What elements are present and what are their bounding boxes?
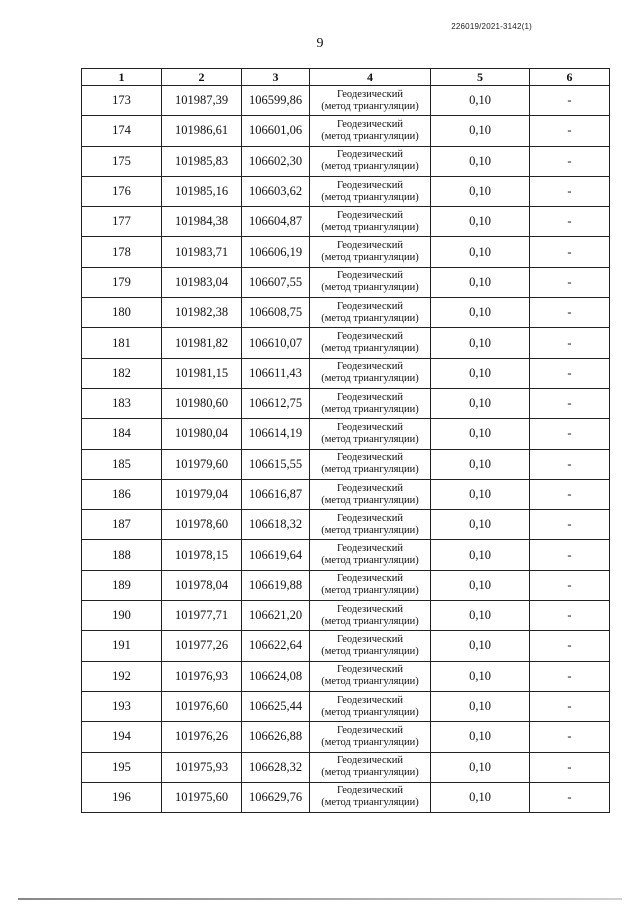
column-header-4: 4 [310,69,431,86]
x-coordinate-cell: 101979,60 [162,449,242,479]
method-line-2: (метод триангуляции) [321,676,419,688]
point-number-cell: 175 [82,146,162,176]
method-cell [310,479,431,509]
accuracy-cell: 0,10 [431,146,530,176]
note-cell: - [530,510,610,540]
note-cell: - [530,449,610,479]
point-number-cell: 188 [82,540,162,570]
method-line-1: Геодезический [337,452,403,464]
accuracy-cell: 0,10 [431,388,530,418]
y-coordinate-cell: 106611,43 [242,358,310,388]
method-line-1: Геодезический [337,118,403,130]
method-cell [310,146,431,176]
point-number-cell: 181 [82,328,162,358]
x-coordinate-cell: 101977,26 [162,631,242,661]
x-coordinate-cell: 101982,38 [162,298,242,328]
y-coordinate-cell: 106601,06 [242,116,310,146]
y-coordinate-cell: 106607,55 [242,267,310,297]
method-cell [310,510,431,540]
method-line-1: Геодезический [337,88,403,100]
x-coordinate-cell: 101978,15 [162,540,242,570]
method-cell [310,116,431,146]
column-header-5: 5 [431,69,530,86]
method-line-1: Геодезический [337,209,403,221]
point-number-cell: 177 [82,207,162,237]
method-line-1: Геодезический [337,512,403,524]
accuracy-cell: 0,10 [431,510,530,540]
table-row [82,86,610,116]
accuracy-cell: 0,10 [431,176,530,206]
note-cell: - [530,207,610,237]
y-coordinate-cell: 106619,64 [242,540,310,570]
note-cell: - [530,328,610,358]
y-coordinate-cell: 106603,62 [242,176,310,206]
method-cell [310,601,431,631]
note-cell: - [530,86,610,116]
method-cell [310,86,431,116]
y-coordinate-cell: 106606,19 [242,237,310,267]
y-coordinate-cell: 106608,75 [242,298,310,328]
method-line-2: (метод триангуляции) [321,645,419,657]
method-line-2: (метод триангуляции) [321,615,419,627]
accuracy-cell: 0,10 [431,267,530,297]
method-line-2: (метод триангуляции) [321,191,419,203]
note-cell: - [530,116,610,146]
table-row [82,540,610,570]
note-cell: - [530,237,610,267]
point-number-cell: 185 [82,449,162,479]
x-coordinate-cell: 101984,38 [162,207,242,237]
method-cell [310,207,431,237]
note-cell: - [530,752,610,782]
method-line-2: (метод триангуляции) [321,100,419,112]
table-row [82,207,610,237]
x-coordinate-cell: 101980,60 [162,388,242,418]
note-cell: - [530,540,610,570]
column-header-6: 6 [530,69,610,86]
table-row [82,631,610,661]
y-coordinate-cell: 106616,87 [242,479,310,509]
method-line-2: (метод триангуляции) [321,524,419,536]
method-cell [310,661,431,691]
method-line-2: (метод триангуляции) [321,706,419,718]
table-row [82,388,610,418]
table-row [82,116,610,146]
accuracy-cell: 0,10 [431,631,530,661]
method-cell [310,419,431,449]
point-number-cell: 183 [82,388,162,418]
table-row [82,752,610,782]
accuracy-cell: 0,10 [431,601,530,631]
accuracy-cell: 0,10 [431,661,530,691]
point-number-cell: 176 [82,176,162,206]
table-row [82,722,610,752]
point-number-cell: 189 [82,570,162,600]
method-line-2: (метод триангуляции) [321,130,419,142]
method-cell [310,237,431,267]
method-line-1: Геодезический [337,391,403,403]
scan-edge-line [18,898,622,900]
page-number: 9 [316,36,324,51]
point-number-cell: 191 [82,631,162,661]
y-coordinate-cell: 106602,30 [242,146,310,176]
table-row [82,419,610,449]
accuracy-cell: 0,10 [431,207,530,237]
accuracy-cell: 0,10 [431,722,530,752]
point-number-cell: 174 [82,116,162,146]
accuracy-cell: 0,10 [431,237,530,267]
note-cell: - [530,388,610,418]
x-coordinate-cell: 101985,16 [162,176,242,206]
x-coordinate-cell: 101978,60 [162,510,242,540]
column-header-2: 2 [162,69,242,86]
method-line-2: (метод триангуляции) [321,343,419,355]
note-cell: - [530,782,610,812]
method-line-2: (метод триангуляции) [321,767,419,779]
method-cell [310,298,431,328]
accuracy-cell: 0,10 [431,479,530,509]
note-cell: - [530,298,610,328]
method-line-1: Геодезический [337,149,403,161]
method-cell [310,631,431,661]
accuracy-cell: 0,10 [431,328,530,358]
accuracy-cell: 0,10 [431,782,530,812]
method-line-1: Геодезический [337,573,403,585]
method-line-2: (метод триангуляции) [321,433,419,445]
method-cell [310,782,431,812]
method-line-2: (метод триангуляции) [321,494,419,506]
coordinates-table [81,68,610,813]
method-cell [310,176,431,206]
method-line-1: Геодезический [337,300,403,312]
note-cell: - [530,631,610,661]
x-coordinate-cell: 101981,82 [162,328,242,358]
method-line-2: (метод триангуляции) [321,555,419,567]
note-cell: - [530,661,610,691]
x-coordinate-cell: 101975,60 [162,782,242,812]
method-line-2: (метод триангуляции) [321,161,419,173]
y-coordinate-cell: 106612,75 [242,388,310,418]
point-number-cell: 195 [82,752,162,782]
method-line-1: Геодезический [337,664,403,676]
method-line-2: (метод триангуляции) [321,373,419,385]
method-cell [310,358,431,388]
method-line-2: (метод триангуляции) [321,797,419,809]
table-row [82,510,610,540]
method-line-1: Геодезический [337,482,403,494]
table-row [82,358,610,388]
accuracy-cell: 0,10 [431,86,530,116]
table-row [82,298,610,328]
table-header [82,69,610,86]
method-line-2: (метод триангуляции) [321,403,419,415]
accuracy-cell: 0,10 [431,570,530,600]
method-line-1: Геодезический [337,755,403,767]
x-coordinate-cell: 101986,61 [162,116,242,146]
table-body [82,86,610,813]
point-number-cell: 196 [82,782,162,812]
method-line-1: Геодезический [337,179,403,191]
x-coordinate-cell: 101979,04 [162,479,242,509]
table-row [82,661,610,691]
point-number-cell: 180 [82,298,162,328]
accuracy-cell: 0,10 [431,419,530,449]
method-line-1: Геодезический [337,603,403,615]
table-row [82,691,610,721]
method-cell [310,328,431,358]
y-coordinate-cell: 106624,08 [242,661,310,691]
point-number-cell: 173 [82,86,162,116]
point-number-cell: 179 [82,267,162,297]
method-line-1: Геодезический [337,240,403,252]
method-line-1: Геодезический [337,633,403,645]
method-line-2: (метод триангуляции) [321,585,419,597]
y-coordinate-cell: 106610,07 [242,328,310,358]
method-line-1: Геодезический [337,361,403,373]
column-header-3: 3 [242,69,310,86]
point-number-cell: 193 [82,691,162,721]
y-coordinate-cell: 106622,64 [242,631,310,661]
y-coordinate-cell: 106625,44 [242,691,310,721]
point-number-cell: 184 [82,419,162,449]
accuracy-cell: 0,10 [431,752,530,782]
table-row [82,601,610,631]
method-line-2: (метод триангуляции) [321,312,419,324]
y-coordinate-cell: 106618,32 [242,510,310,540]
y-coordinate-cell: 106628,32 [242,752,310,782]
y-coordinate-cell: 106604,87 [242,207,310,237]
x-coordinate-cell: 101975,93 [162,752,242,782]
y-coordinate-cell: 106621,20 [242,601,310,631]
column-header-1: 1 [82,69,162,86]
accuracy-cell: 0,10 [431,298,530,328]
method-cell [310,722,431,752]
x-coordinate-cell: 101976,93 [162,661,242,691]
table-row [82,267,610,297]
note-cell: - [530,267,610,297]
method-cell [310,570,431,600]
note-cell: - [530,691,610,721]
note-cell: - [530,570,610,600]
y-coordinate-cell: 106614,19 [242,419,310,449]
method-line-1: Геодезический [337,694,403,706]
table-row [82,176,610,206]
method-line-2: (метод триангуляции) [321,282,419,294]
x-coordinate-cell: 101976,26 [162,722,242,752]
header-row [82,69,610,86]
note-cell: - [530,479,610,509]
x-coordinate-cell: 101983,04 [162,267,242,297]
x-coordinate-cell: 101976,60 [162,691,242,721]
accuracy-cell: 0,10 [431,449,530,479]
document-number: 226019/2021-3142(1) [451,22,532,31]
note-cell: - [530,419,610,449]
method-cell [310,388,431,418]
x-coordinate-cell: 101981,15 [162,358,242,388]
method-cell [310,267,431,297]
point-number-cell: 178 [82,237,162,267]
accuracy-cell: 0,10 [431,358,530,388]
y-coordinate-cell: 106599,86 [242,86,310,116]
note-cell: - [530,146,610,176]
y-coordinate-cell: 106626,88 [242,722,310,752]
x-coordinate-cell: 101983,71 [162,237,242,267]
table-row [82,146,610,176]
method-line-1: Геодезический [337,270,403,282]
method-line-2: (метод триангуляции) [321,221,419,233]
point-number-cell: 192 [82,661,162,691]
method-cell [310,752,431,782]
y-coordinate-cell: 106615,55 [242,449,310,479]
point-number-cell: 194 [82,722,162,752]
accuracy-cell: 0,10 [431,116,530,146]
method-line-2: (метод триангуляции) [321,252,419,264]
y-coordinate-cell: 106629,76 [242,782,310,812]
table-row [82,782,610,812]
table-row [82,570,610,600]
method-line-1: Геодезический [337,724,403,736]
method-cell [310,691,431,721]
method-line-2: (метод триангуляции) [321,464,419,476]
accuracy-cell: 0,10 [431,540,530,570]
point-number-cell: 187 [82,510,162,540]
note-cell: - [530,722,610,752]
table-row [82,479,610,509]
table-row [82,237,610,267]
method-line-1: Геодезический [337,785,403,797]
x-coordinate-cell: 101980,04 [162,419,242,449]
accuracy-cell: 0,10 [431,691,530,721]
x-coordinate-cell: 101977,71 [162,601,242,631]
method-line-1: Геодезический [337,421,403,433]
y-coordinate-cell: 106619,88 [242,570,310,600]
method-line-2: (метод триангуляции) [321,736,419,748]
x-coordinate-cell: 101985,83 [162,146,242,176]
point-number-cell: 182 [82,358,162,388]
note-cell: - [530,176,610,206]
note-cell: - [530,358,610,388]
note-cell: - [530,601,610,631]
method-cell [310,449,431,479]
method-cell [310,540,431,570]
point-number-cell: 186 [82,479,162,509]
x-coordinate-cell: 101987,39 [162,86,242,116]
table-row [82,328,610,358]
x-coordinate-cell: 101978,04 [162,570,242,600]
table-row [82,449,610,479]
method-line-1: Геодезический [337,331,403,343]
method-line-1: Геодезический [337,543,403,555]
point-number-cell: 190 [82,601,162,631]
